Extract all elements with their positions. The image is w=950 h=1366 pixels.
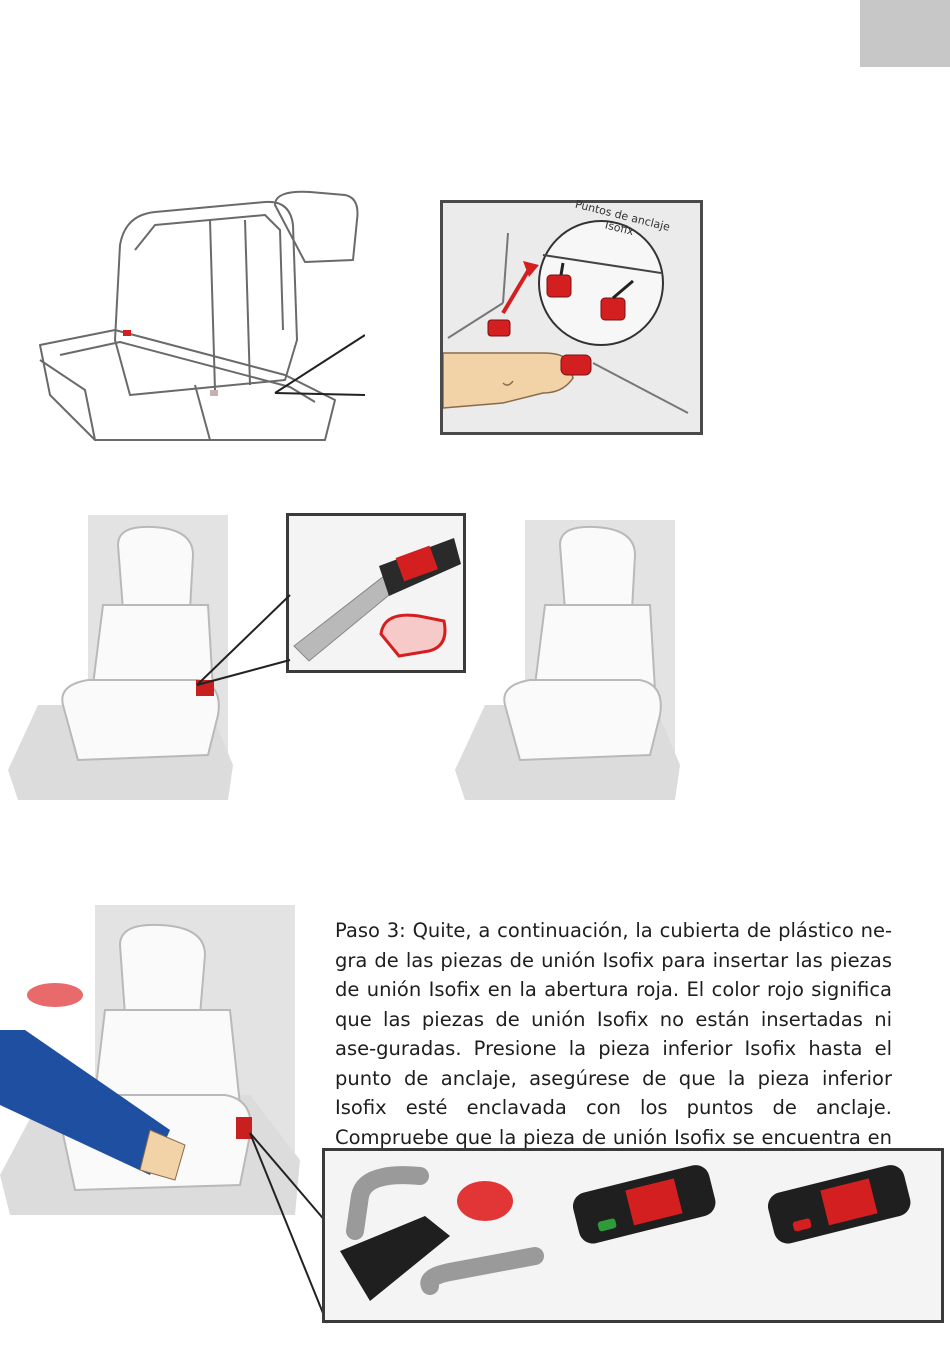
page-tab (860, 0, 950, 67)
isofix-anchor-callout-box (440, 197, 703, 435)
car-seat-illustration (35, 190, 365, 445)
isofix-connector-states-box (322, 1148, 944, 1323)
step-3-instructions: Paso 3: Quite, a continuación, la cubierta de plástico ne-gra de las piezas de unión Isofix para insertar las piezas de unión Isofix en la abertura roja. El color rojo significa que las piezas de unión Isofix no están insertadas ni ase-guradas. Presione la pieza inferior Isofix hasta el punto de anclaje, asegúrese de que la pieza inferior Isofix esté enclavada con los puntos de anclaje. Compruebe que la pieza de unión Isofix se encuentra en (335, 919, 892, 1149)
isofix-anchor-label: Puntos de anclaje Isofix (573, 197, 672, 239)
connector-detail-box (286, 513, 466, 673)
connector-leader-lines (195, 590, 295, 690)
step3-leader-lines (245, 1128, 330, 1328)
child-seat-illustration-right (455, 515, 680, 800)
